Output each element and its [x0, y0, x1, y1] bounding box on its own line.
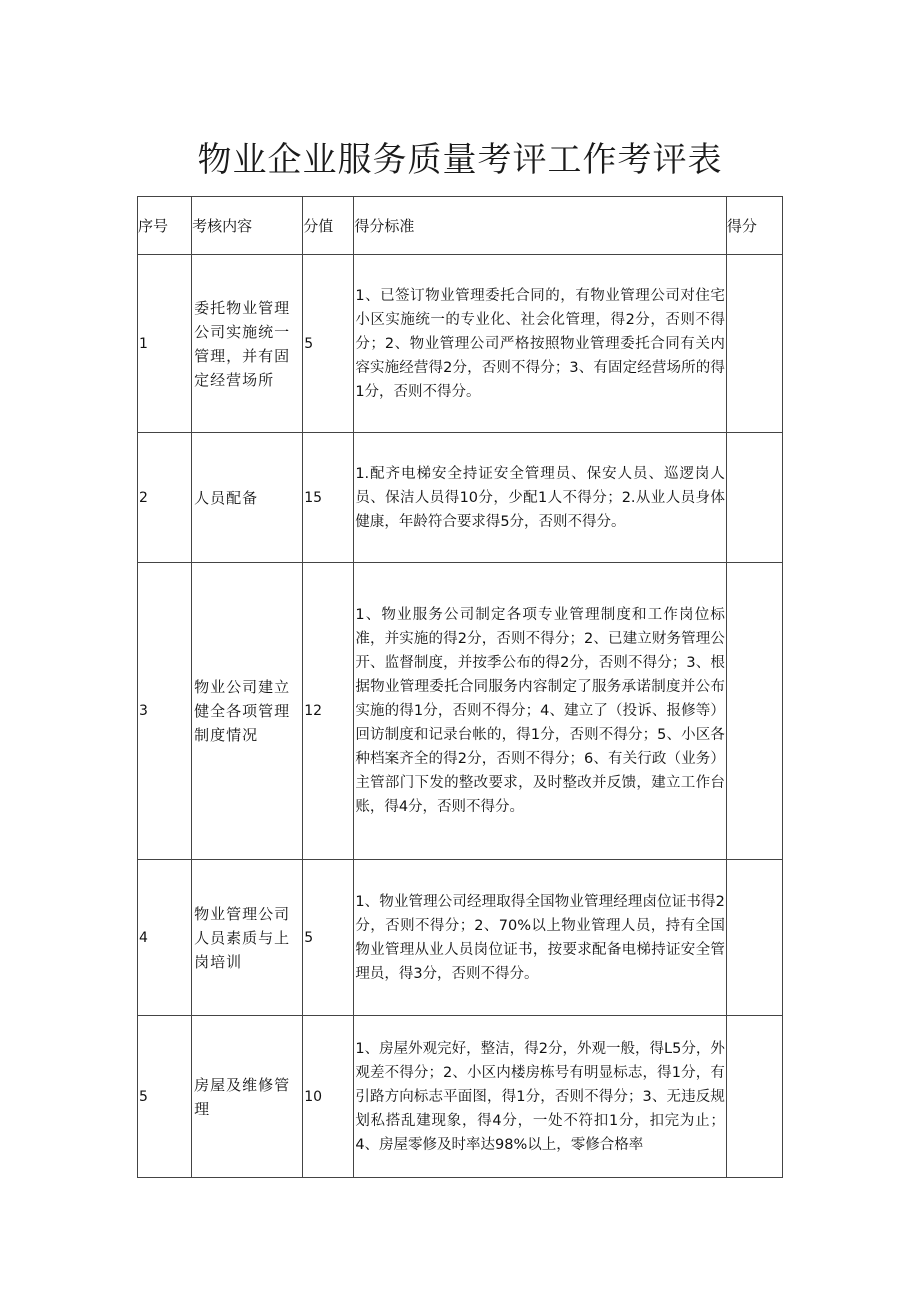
header-score: 分值 [303, 197, 354, 255]
table-row [138, 255, 783, 433]
row-standard: 1、房屋外观完好，整洁，得2分，外观一般，得L5分，外观差不得分；2、小区内楼房栋号有明显标志，得1分，有引路方向标志平面图，得1分，否则不得分；3、无违反规划私搭乱建现象，得4分，一处不符扣1分，扣完为止；4、房屋零修及时率达98%以上，零修合格率 [354, 1016, 727, 1178]
header-obtained: 得分 [726, 197, 782, 255]
row-item: 物业管理公司人员素质与上岗培训 [192, 860, 303, 1016]
row-index: 1 [138, 255, 192, 433]
row-item: 物业公司建立健全各项管理制度情况 [192, 563, 303, 860]
row-score: 5 [303, 255, 354, 433]
row-item: 房屋及维修管理 [192, 1016, 303, 1178]
row-index: 5 [138, 1016, 192, 1178]
row-obtained-input[interactable] [726, 860, 782, 1016]
row-standard: 1、物业管理公司经理取得全国物业管理经理卤位证书得2分，否则不得分；2、70%以上物业管理人员，持有全国物业管理从业人员岗位证书，按要求配备电梯持证安全管理员，得3分，否则不得分。 [354, 860, 727, 1016]
page-title: 物业企业服务质量考评工作考评表 [197, 140, 723, 180]
row-obtained-input[interactable] [726, 255, 782, 433]
row-standard: 1、已签订物业管理委托合同的，有物业管理公司对住宅小区实施统一的专业化、社会化管理，得2分，否则不得分；2、物业管理公司严格按照物业管理委托合同有关内容实施经营得2分，否则不得分；3、有固定经营场所的得1分，否则不得分。 [354, 255, 727, 433]
header-item: 考核内容 [192, 197, 303, 255]
row-obtained-input[interactable] [726, 563, 782, 860]
table-row [138, 563, 783, 860]
header-standard: 得分标准 [354, 197, 727, 255]
table-header-row [138, 197, 783, 255]
header-index: 序号 [138, 197, 192, 255]
row-score: 5 [303, 860, 354, 1016]
row-index: 2 [138, 433, 192, 563]
row-index: 4 [138, 860, 192, 1016]
row-item: 委托物业管理公司实施统一管理，并有固定经营场所 [192, 255, 303, 433]
table-row [138, 860, 783, 1016]
row-score: 15 [303, 433, 354, 563]
table-row [138, 433, 783, 563]
row-standard: 1.配齐电梯安全持证安全管理员、保安人员、巡逻岗人员、保洁人员得10分，少配1人不得分；2.从业人员身体健康，年龄符合要求得5分，否则不得分。 [354, 433, 727, 563]
row-index: 3 [138, 563, 192, 860]
evaluation-table [137, 196, 783, 1178]
row-score: 12 [303, 563, 354, 860]
row-score: 10 [303, 1016, 354, 1178]
row-obtained-input[interactable] [726, 1016, 782, 1178]
table-row [138, 1016, 783, 1178]
row-obtained-input[interactable] [726, 433, 782, 563]
row-standard: 1、物业服务公司制定各项专业管理制度和工作岗位标准，并实施的得2分，否则不得分；2、已建立财务管理公开、监督制度，并按季公布的得2分，否则不得分；3、根据物业管理委托合同服务内容制定了服务承诺制度并公布实施的得1分，否则不得分；4、建立了（投诉、报修等）回访制度和记录台帐的，得1分，否则不得分；5、小区各种档案齐全的得2分，否则不得分；6、有关行政（业务）主管部门下发的整改要求，及时整改并反馈，建立工作台账，得4分，否则不得分。 [354, 563, 727, 860]
row-item: 人员配备 [192, 433, 303, 563]
